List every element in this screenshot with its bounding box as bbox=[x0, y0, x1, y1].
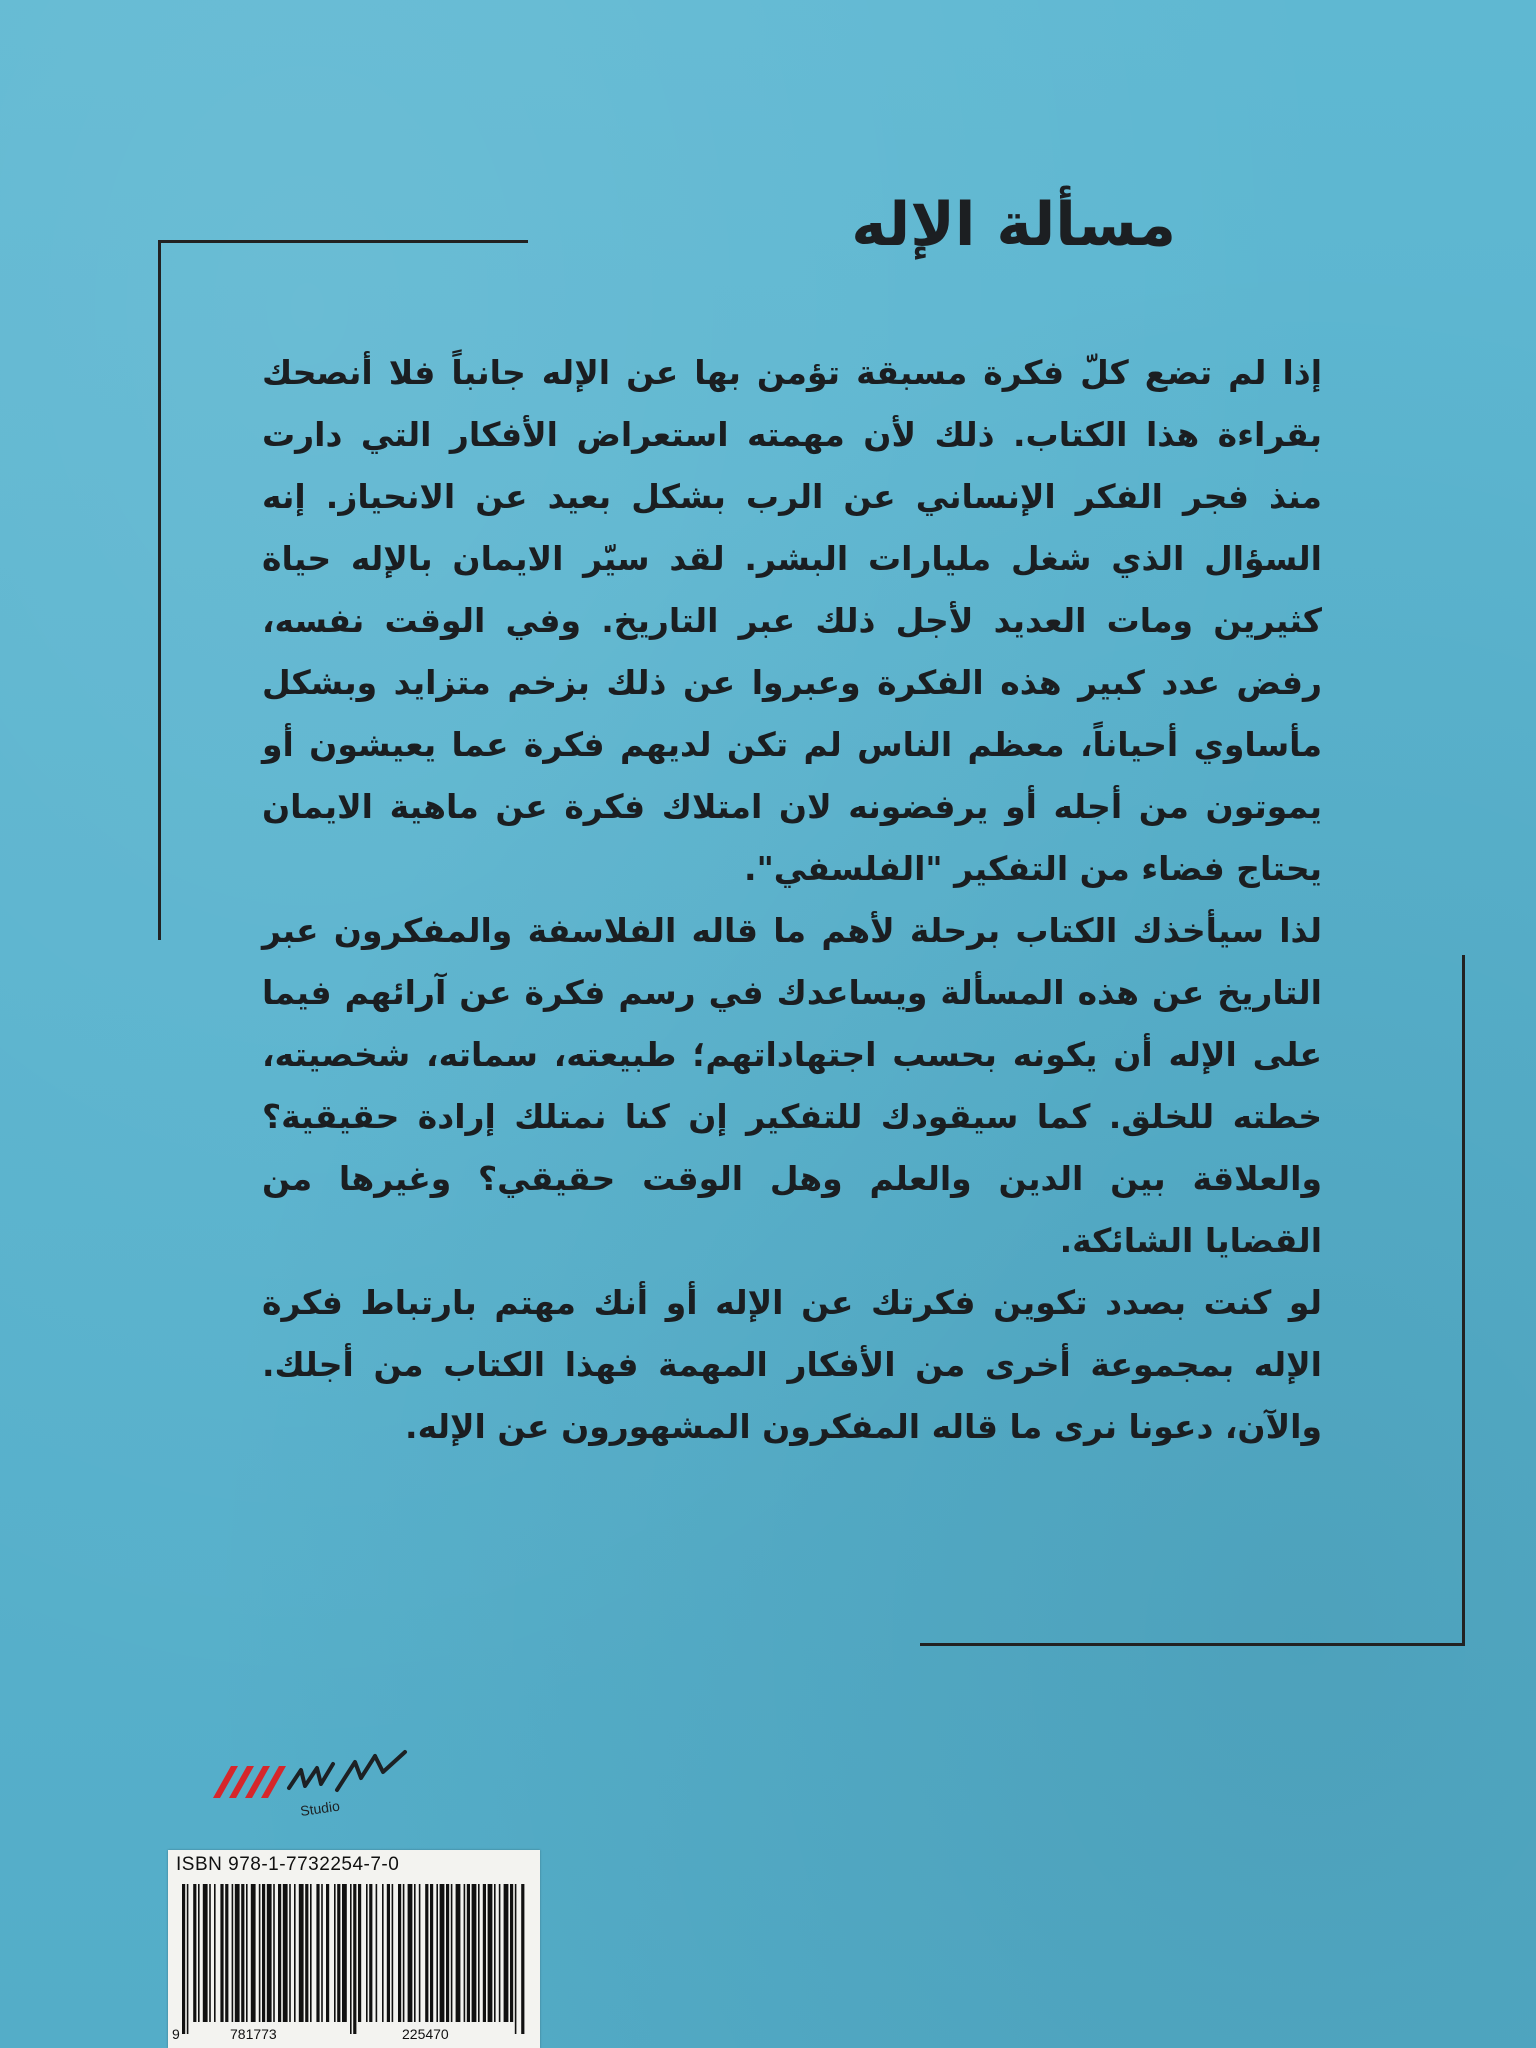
barcode-bar bbox=[198, 1884, 200, 2022]
barcode-bar bbox=[299, 1884, 304, 2022]
barcode-bar bbox=[337, 1884, 340, 2022]
barcode-bar bbox=[193, 1884, 196, 2022]
barcode-bar bbox=[246, 1884, 248, 2022]
barcode-bar bbox=[387, 1884, 390, 2022]
isbn-number: ISBN 978-1-7732254-7-0 bbox=[176, 1854, 400, 1875]
barcode-bar bbox=[235, 1884, 240, 2022]
barcode-digits-left: 781773 bbox=[230, 2026, 277, 2042]
barcode-bar bbox=[430, 1884, 433, 2022]
barcode-bar bbox=[464, 1884, 466, 2022]
barcode-bar bbox=[220, 1884, 223, 2022]
barcode-bar bbox=[203, 1884, 208, 2022]
barcode-bar bbox=[499, 1884, 501, 2022]
book-title: مسألة الإله bbox=[851, 190, 1176, 260]
barcode-bar bbox=[259, 1884, 261, 2022]
barcode-bar bbox=[209, 1884, 211, 2022]
barcode-bar bbox=[251, 1884, 256, 2022]
barcode-bar bbox=[353, 1884, 356, 2034]
barcode-bar bbox=[510, 1884, 513, 2022]
barcode-bar bbox=[504, 1884, 509, 2022]
barcode-bar bbox=[521, 1884, 524, 2034]
barcode-bar bbox=[425, 1884, 428, 2022]
barcode-bar bbox=[278, 1884, 281, 2022]
barcode-bar bbox=[483, 1884, 486, 2022]
barcode-digits-right: 225470 bbox=[402, 2026, 449, 2042]
barcode-bar bbox=[232, 1884, 234, 2022]
barcode-bar bbox=[456, 1884, 461, 2022]
barcode-label bbox=[168, 1850, 540, 2048]
publisher-logo-icon bbox=[205, 1742, 435, 1832]
blurb-paragraph-3: لو كنت بصدد تكوين فكرتك عن الإله أو أنك مهتم بارتباط فكرة الإله بمجموعة أخرى من الأفكار المهمة فهذا الكتاب من أجلك. والآن، دعونا نرى ما قاله المفكرون المشهورون عن الإله. bbox=[262, 1283, 1322, 1446]
barcode-bar bbox=[419, 1884, 421, 2022]
barcode-bar bbox=[342, 1884, 347, 2022]
barcode-bar bbox=[392, 1884, 394, 2022]
barcode-bar bbox=[273, 1884, 275, 2022]
frame-bottom-line bbox=[920, 1643, 1465, 1646]
barcode-bar bbox=[398, 1884, 401, 2022]
barcode-bar bbox=[241, 1884, 244, 2022]
barcode-bar bbox=[467, 1884, 470, 2022]
barcode-bar bbox=[334, 1884, 336, 2022]
barcode-bar bbox=[478, 1884, 480, 2022]
barcode-bar bbox=[214, 1884, 216, 2022]
blurb-paragraph-1: إذا لم تضع كلّ فكرة مسبقة تؤمن بها عن الإله جانباً فلا أنصحك بقراءة هذا الكتاب. ذلك لأن مهمته استعراض الأفكار التي دارت منذ فجر الفكر الإنساني عن الرب بشكل بعيد عن الانحياز. إنه السؤال الذي شغل مليارات البشر. لقد سيّر الايمان بالإله حياة كثيرين ومات العديد لأجل ذلك عبر التاريخ. وفي الوقت نفسه، رفض عدد كبير هذه الفكرة وعبروا عن ذلك بزخم متزايد وبشكل مأساوي أحياناً، معظم الناس لم تكن لديهم فكرة عما يعيشون أو يموتون من أجله أو يرفضونه لان امتلاك فكرة عن ماهية الايمان يحتاج فضاء من التفكير "الفلسفي". bbox=[262, 353, 1322, 888]
barcode-bar bbox=[515, 1884, 517, 2034]
barcode-icon bbox=[178, 1884, 530, 2034]
barcode-bar bbox=[225, 1884, 228, 2022]
blurb-paragraph-2: لذا سيأخذك الكتاب برحلة لأهم ما قاله الفلاسفة والمفكرون عبر التاريخ عن هذه المسألة ويساعدك في رسم فكرة عن آرائهم فيما على الإله أن يكونه بحسب اجتهاداتهم؛ طبيعته، سماته، شخصيته، خطته للخلق. كما سيقودك للتفكير إن كنا نمتلك إرادة حقيقية؟ والعلاقة بين الدين والعلم وهل الوقت حقيقي؟ وغيرها من القضايا الشائكة. bbox=[262, 911, 1322, 1260]
barcode-bar bbox=[289, 1884, 291, 2022]
barcode-bar bbox=[294, 1884, 296, 2022]
barcode-bar bbox=[350, 1884, 352, 2034]
frame-left-line bbox=[158, 240, 161, 940]
barcode-bar bbox=[316, 1884, 319, 2022]
frame-top-line bbox=[160, 240, 528, 243]
publisher-logo-text: Studio bbox=[299, 1797, 341, 1819]
barcode-bar bbox=[446, 1884, 449, 2022]
frame-right-line bbox=[1462, 955, 1465, 1645]
barcode-bar bbox=[414, 1884, 416, 2022]
barcode-bar bbox=[305, 1884, 308, 2022]
barcode-bar bbox=[494, 1884, 496, 2022]
barcode-bar bbox=[472, 1884, 477, 2022]
barcode-bar bbox=[403, 1884, 405, 2022]
barcode-bar bbox=[440, 1884, 445, 2022]
barcode-bar bbox=[408, 1884, 413, 2022]
barcode-bar bbox=[488, 1884, 493, 2022]
back-cover-blurb bbox=[262, 342, 1322, 1458]
barcode-digit-first: 9 bbox=[172, 2026, 180, 2042]
barcode-bar bbox=[283, 1884, 288, 2022]
barcode-bar bbox=[262, 1884, 265, 2022]
barcode-bar bbox=[376, 1884, 378, 2022]
barcode-bar bbox=[182, 1884, 185, 2034]
barcode-bar bbox=[358, 1884, 361, 2022]
barcode-bar bbox=[382, 1884, 384, 2022]
barcode-bar bbox=[436, 1884, 438, 2022]
barcode-bar bbox=[267, 1884, 272, 2022]
barcode-bar bbox=[321, 1884, 323, 2022]
barcode-bar bbox=[366, 1884, 368, 2022]
barcode-bar bbox=[326, 1884, 329, 2022]
barcode-bar bbox=[310, 1884, 312, 2022]
barcode-bar bbox=[187, 1884, 189, 2034]
barcode-bar bbox=[451, 1884, 453, 2022]
barcode-bar bbox=[369, 1884, 372, 2022]
